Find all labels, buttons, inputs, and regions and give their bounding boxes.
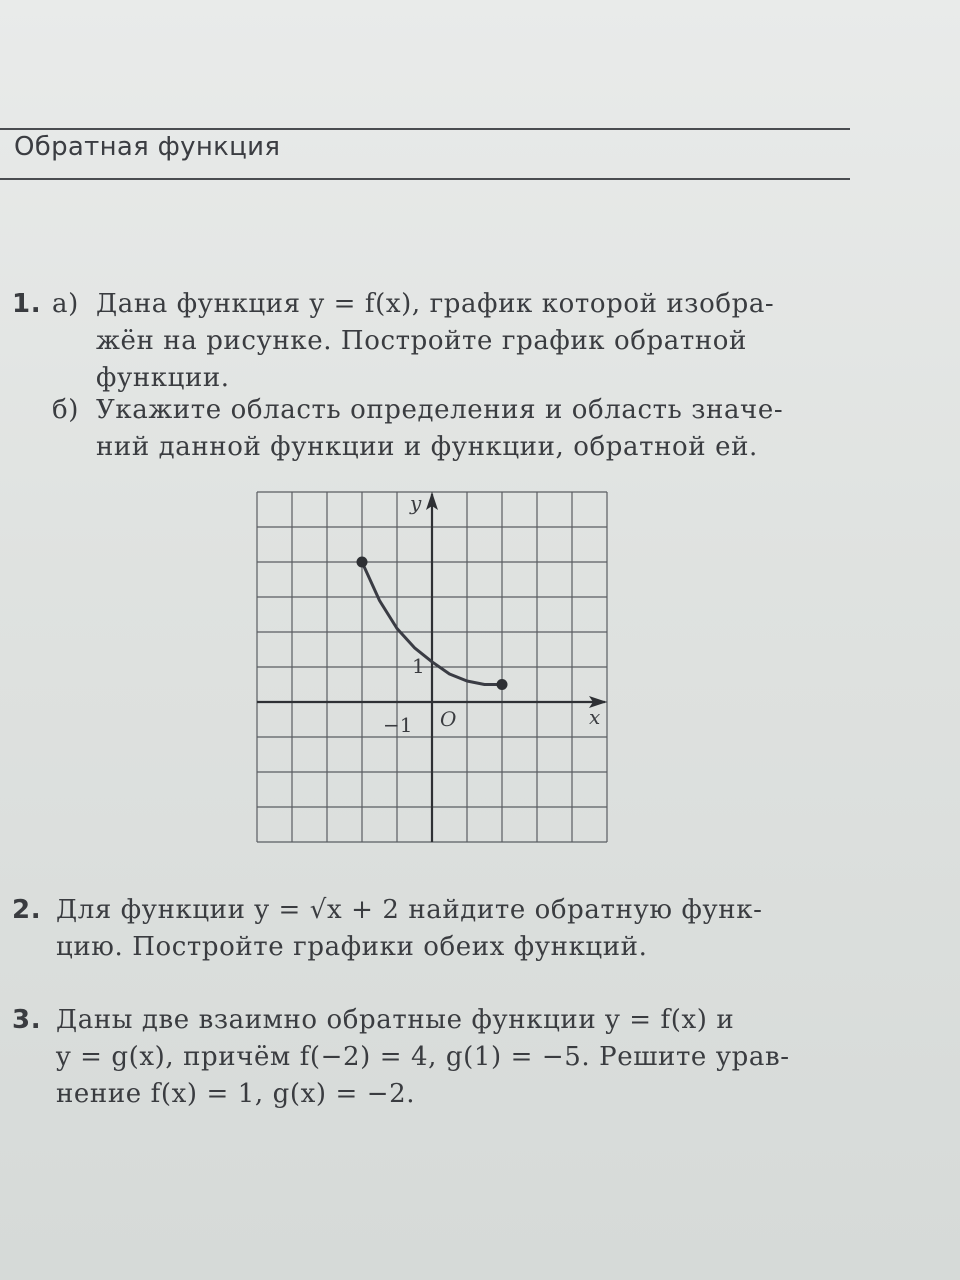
x-axis-label: x <box>589 705 601 729</box>
section-title: Обратная функция <box>14 132 281 162</box>
text-line: жён на рисунке. Постройте график обратной <box>96 326 747 356</box>
text-line: Для функции y = √x + 2 найдите обратную функ- <box>56 895 763 925</box>
origin-label: O <box>440 707 457 731</box>
problem-1a-text <box>96 286 774 397</box>
tick-label-y-1: 1 <box>412 654 425 678</box>
graph-svg <box>252 487 612 847</box>
header-bottom-rule <box>0 178 850 180</box>
problem-number: 3. <box>12 1005 42 1035</box>
text-line: y = g(x), причём f(−2) = 4, g(1) = −5. Решите урав- <box>56 1042 790 1072</box>
tick-label-x-neg1: −1 <box>383 713 413 737</box>
problem-3-text <box>56 1002 790 1113</box>
y-axis-label: y <box>410 491 422 515</box>
text-line: цию. Постройте графики обеих функций. <box>56 932 648 962</box>
text-line: нение f(x) = 1, g(x) = −2. <box>56 1079 416 1109</box>
part-label-a: а) <box>52 289 79 319</box>
problem-number: 2. <box>12 895 42 925</box>
text-line: Дана функция y = f(x), график которой изобра- <box>96 289 775 319</box>
curve-endpoint <box>357 557 368 568</box>
curve-endpoint <box>497 679 508 690</box>
text-line: Укажите область определения и область значе- <box>96 395 784 425</box>
part-label-b: б) <box>52 395 79 425</box>
text-line: ний данной функции и функции, обратной ей. <box>96 432 758 462</box>
text-line: функции. <box>96 363 230 393</box>
function-graph <box>252 487 612 847</box>
header-top-rule <box>0 128 850 130</box>
text-line: Даны две взаимно обратные функции y = f(x) и <box>56 1005 735 1035</box>
problem-1b-text <box>96 392 783 466</box>
problem-2-text <box>56 892 762 966</box>
problem-number: 1. <box>12 289 42 319</box>
